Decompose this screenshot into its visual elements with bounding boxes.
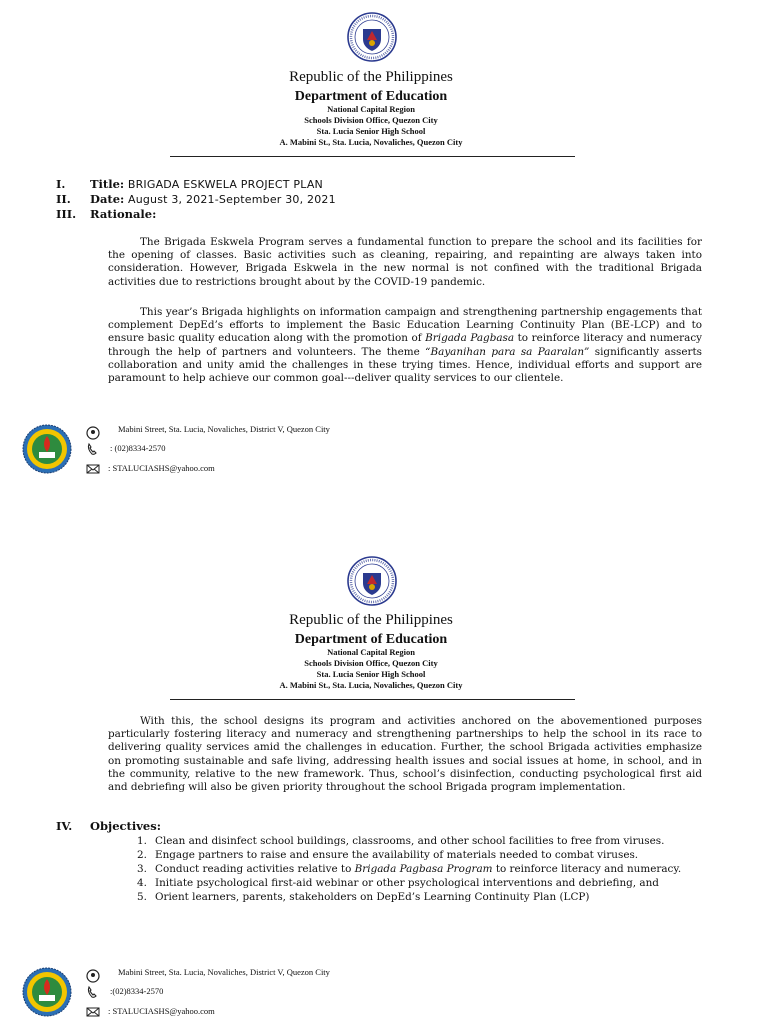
page-footer [22, 424, 442, 486]
republic-heading: Republic of the Philippines [289, 69, 453, 85]
mail-icon [86, 462, 100, 476]
paragraph-text: significantly asserts collaboration and unity amid the challenges in these trying times. Hence, individual efforts and support are paramount to help achieve our common goal---deliver quality services to our clientele. [108, 345, 703, 385]
mail-icon [86, 1005, 100, 1019]
list-item: 5. Orient learners, parents, stakeholders on DepEd’s Learning Continuity Plan (LCP) [137, 891, 590, 903]
school-logo-icon [22, 424, 72, 474]
paragraph-text: This year’s Brigada highlights on information campaign and strengthening partnership engagements that complement DepEd’s efforts to implement the Basic Education Learning Continuity Plan (BE-LCP) and to ensure basic quality education along with the promotion of [108, 306, 702, 345]
document-page-2 [0, 544, 768, 1024]
page-footer [22, 967, 442, 1029]
date-item [56, 192, 336, 207]
republic-heading: Republic of the Philippines [289, 612, 453, 628]
footer-phone: : (02)8334-2570 [110, 443, 166, 453]
objectives-item [56, 819, 161, 834]
list-item: 4. Initiate psychological first-aid webinar or other psychological interventions and debriefing, and [137, 877, 659, 889]
deped-seal-icon [347, 556, 397, 606]
region-line: National Capital Region [327, 647, 415, 657]
footer-address: Mabini Street, Sta. Lucia, Novaliches, District V, Quezon City [118, 967, 330, 977]
address-line: A. Mabini St., Sta. Lucia, Novaliches, Quezon City [279, 137, 463, 147]
phone-icon [86, 985, 100, 999]
objective-text: to reinforce literacy and numeracy. [492, 863, 682, 875]
division-line: Schools Division Office, Quezon City [304, 115, 438, 125]
list-item: 3. Conduct reading activities relative to Brigada Pagbasa Program to reinforce literacy and numeracy. [137, 863, 682, 875]
objectives-label: Objectives: [90, 819, 161, 833]
rationale-item [56, 207, 156, 222]
item-number: I. [56, 177, 66, 191]
list-item: 2. Engage partners to raise and ensure the availability of materials needed to combat viruses. [137, 849, 639, 861]
list-item: 1. Clean and disinfect school buildings, classrooms, and other school facilities to free from viruses. [137, 835, 665, 847]
rationale-paragraph-2 [108, 306, 702, 385]
title-item [56, 177, 323, 192]
rationale-paragraph-1: The Brigada Eskwela Program serves a fundamental function to prepare the school and its facilities for the opening of classes. Basic activities such as cleaning, repairing, and repainting are always taken into consideration. However, Brigada Eskwela in the new normal is not confined with the traditional Brigada activities due to restrictions brought about by the COVID-19 pandemic. [108, 236, 702, 288]
footer-address: Mabini Street, Sta. Lucia, Novaliches, District V, Quezon City [118, 424, 330, 434]
paragraph-text: to reinforce literacy and numeracy through the help of partners and volunteers. The theme [108, 332, 703, 358]
footer-email: : STALUCIASHS@yahoo.com [108, 1006, 215, 1016]
deped-seal-icon [347, 12, 397, 62]
school-logo-icon [22, 967, 72, 1017]
item-number: IV. [56, 819, 73, 833]
objectives-list [137, 834, 681, 904]
objective-text: Initiate psychological first-aid webinar or other psychological interventions and debriefing, and [155, 877, 659, 889]
emphasis-text: Brigada Pagbasa Program [354, 863, 493, 875]
address-line: A. Mabini St., Sta. Lucia, Novaliches, Quezon City [279, 680, 463, 690]
school-line: Sta. Lucia Senior High School [316, 669, 426, 679]
school-line: Sta. Lucia Senior High School [316, 126, 426, 136]
date-label: Date: [90, 192, 125, 206]
header-divider [170, 699, 575, 700]
header-divider [170, 156, 575, 157]
location-icon [86, 969, 100, 983]
title-value: BRIGADA ESKWELA PROJECT PLAN [127, 178, 323, 191]
emphasis-text: “Bayanihan para sa Paaralan” [425, 345, 590, 358]
footer-email: : STALUCIASHS@yahoo.com [108, 463, 215, 473]
rationale-label: Rationale: [90, 207, 157, 221]
date-value: August 3, 2021-September 30, 2021 [127, 193, 336, 206]
objective-text: Engage partners to raise and ensure the availability of materials needed to combat viruses. [155, 849, 639, 861]
department-heading: Department of Education [294, 89, 448, 104]
rationale-paragraph-3: With this, the school designs its program and activities anchored on the abovementioned purposes particularly fostering literacy and numeracy and strengthening partnerships to help the school in its race to delivering quality services amid the challenges in education. Further, the school Brigada activities emphasize on promoting sustainable and safe living, addressing health issues and social issues at home, in school, and in the community, relative to the new framework. Thus, school’s disinfection, conducting psychological first aid and debriefing will also be given priority throughout the school Brigada program implementation. [108, 715, 702, 794]
document-page-1 [0, 0, 768, 512]
item-number: III. [56, 207, 77, 221]
department-heading: Department of Education [294, 632, 448, 647]
objective-text: Orient learners, parents, stakeholders on DepEd’s Learning Continuity Plan (LCP) [155, 891, 590, 903]
item-number: II. [56, 192, 71, 206]
footer-phone: :(02)8334-2570 [110, 986, 164, 996]
phone-icon [86, 442, 100, 456]
objective-text: Conduct reading activities relative to [155, 863, 355, 875]
title-label: Title: [90, 177, 125, 191]
objective-text: Clean and disinfect school buildings, classrooms, and other school facilities to free from viruses. [155, 835, 665, 847]
division-line: Schools Division Office, Quezon City [304, 658, 438, 668]
region-line: National Capital Region [327, 104, 415, 114]
location-icon [86, 426, 100, 440]
emphasis-text: Brigada Pagbasa [425, 332, 515, 345]
